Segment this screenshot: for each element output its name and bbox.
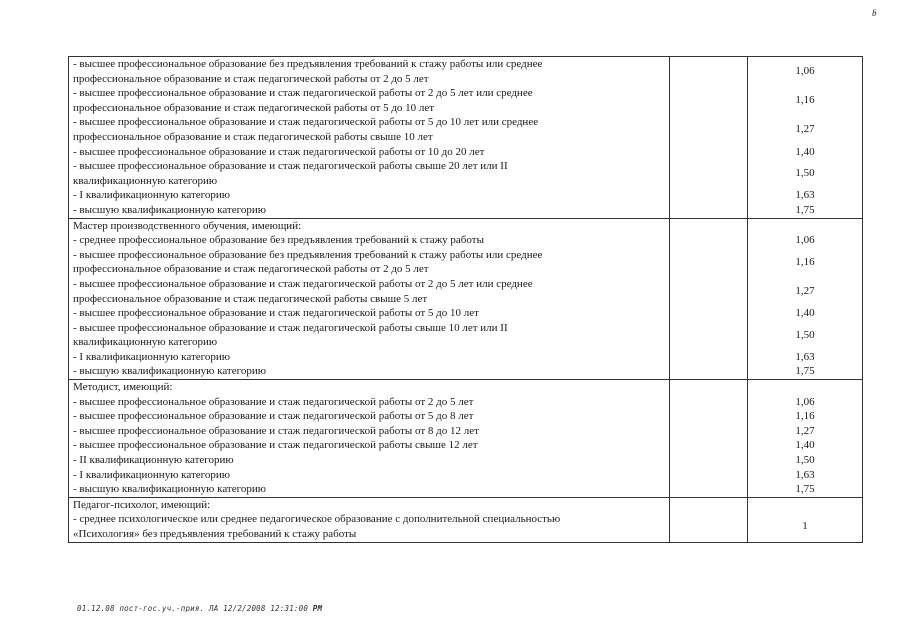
item-line: профессиональное образование и стаж педагогической работы от 2 до 5 лет bbox=[73, 263, 429, 276]
coefficient-value: 1,63 bbox=[795, 468, 815, 481]
item-line: - высшую квалификационную категорию bbox=[73, 483, 266, 496]
coefficient-value: 1,40 bbox=[795, 439, 815, 452]
coefficient-value: 1,06 bbox=[795, 234, 815, 247]
item-line: профессиональное образование и стаж педагогической работы свыше 10 лет bbox=[73, 130, 433, 143]
coefficient-value: 1,06 bbox=[795, 65, 815, 77]
item-line: - I квалификационную категорию bbox=[73, 468, 230, 481]
print-footer bbox=[77, 604, 322, 613]
heading-spacer bbox=[752, 380, 858, 395]
item-line: - высшее профессиональное образование и стаж педагогической работы от 10 до 20 лет bbox=[73, 145, 485, 158]
coefficient-value: 1,16 bbox=[795, 255, 815, 268]
heading-spacer bbox=[752, 219, 858, 234]
item-line: - высшее профессиональное образование и стаж педагогической работы от 5 до 8 лет bbox=[73, 410, 474, 423]
section-text-cell bbox=[69, 380, 670, 498]
item-line: профессиональное образование и стаж педагогической работы от 5 до 10 лет bbox=[73, 101, 435, 114]
table-section-row bbox=[69, 57, 863, 219]
coefficient-value: 1,40 bbox=[795, 145, 815, 158]
section-heading: Педагог-психолог, имеющий: bbox=[73, 498, 211, 511]
item-line: - I квалификационную категорию bbox=[73, 189, 230, 202]
coefficient-value: 1,06 bbox=[795, 395, 815, 408]
item-line: - высшее профессиональное образование и стаж педагогической работы свыше 10 лет или II bbox=[73, 321, 508, 334]
item-line: - I квалификационную категорию bbox=[73, 350, 230, 363]
empty-cell bbox=[670, 380, 748, 498]
coefficient-value: 1,50 bbox=[795, 454, 815, 467]
coefficient-value: 1,50 bbox=[795, 167, 815, 180]
table-section-row bbox=[69, 380, 863, 498]
empty-cell bbox=[670, 497, 748, 542]
item-line: - высшее профессиональное образование и стаж педагогической работы свыше 12 лет bbox=[73, 439, 478, 452]
footer-text: 01.12.08 пост-гос.уч.-прия. ЛА 12/2/2008 12:31:00 bbox=[77, 604, 309, 613]
item-line: - II квалификационную категорию bbox=[73, 454, 234, 467]
item-line: профессиональное образование и стаж педагогической работы свыше 5 лет bbox=[73, 292, 428, 305]
coefficient-value: 1,16 bbox=[795, 94, 815, 107]
coefficient-cell bbox=[748, 497, 863, 542]
item-line: - среднее психологическое или среднее педагогическое образование с дополнительной специальностью bbox=[73, 513, 561, 526]
footer-suffix: PM bbox=[312, 604, 323, 613]
item-line: - высшее профессиональное образование без предъявления требований к стажу работы или среднее bbox=[73, 248, 543, 261]
coefficient-value: 1,27 bbox=[795, 123, 815, 136]
item-line: - высшее профессиональное образование и стаж педагогической работы от 2 до 5 лет или среднее bbox=[73, 87, 533, 100]
item-line: - высшее профессиональное образование и стаж педагогической работы от 2 до 5 лет или среднее bbox=[73, 277, 533, 290]
coefficient-value: 1,63 bbox=[795, 350, 815, 363]
item-line: «Психология» без предъявления требований к стажу работы bbox=[73, 528, 357, 540]
item-line: - высшее профессиональное образование без предъявления требований к стажу работы или среднее bbox=[73, 58, 543, 70]
item-line: - высшее профессиональное образование и стаж педагогической работы от 5 до 10 лет или среднее bbox=[73, 116, 539, 129]
item-line: - высшее профессиональное образование и стаж педагогической работы от 8 до 12 лет bbox=[73, 424, 479, 437]
coefficient-cell bbox=[748, 218, 863, 380]
coefficient-table bbox=[68, 56, 863, 543]
item-line: квалификационную категорию bbox=[73, 174, 218, 187]
coefficient-cell bbox=[748, 57, 863, 219]
coefficient-value: 1,75 bbox=[795, 365, 815, 378]
coefficient-value: 1,75 bbox=[795, 483, 815, 496]
section-heading: Мастер производственного обучения, имеющий: bbox=[73, 219, 302, 232]
empty-cell bbox=[670, 57, 748, 219]
section-text-cell bbox=[69, 57, 670, 219]
item-line: - высшую квалификационную категорию bbox=[73, 365, 266, 378]
item-line: квалификационную категорию bbox=[73, 336, 218, 349]
item-line: - высшее профессиональное образование и стаж педагогической работы свыше 20 лет или II bbox=[73, 160, 508, 173]
section-text-cell bbox=[69, 497, 670, 542]
table-section-row bbox=[69, 497, 863, 542]
coefficient-value: 1,27 bbox=[795, 424, 815, 437]
coefficient-value: 1,50 bbox=[795, 328, 815, 341]
item-line: - среднее профессиональное образование без предъявления требований к стажу работы bbox=[73, 234, 484, 247]
item-line: - высшую квалификационную категорию bbox=[73, 203, 266, 216]
coefficient-value: 1,27 bbox=[795, 284, 815, 297]
page-corner-mark: ɓ bbox=[872, 8, 877, 18]
item-line: - высшее профессиональное образование и стаж педагогической работы от 5 до 10 лет bbox=[73, 307, 479, 320]
section-text-cell bbox=[69, 218, 670, 380]
heading-spacer bbox=[752, 498, 858, 513]
coefficient-value: 1,75 bbox=[795, 203, 815, 216]
table-section-row bbox=[69, 218, 863, 380]
coefficient-value: 1,16 bbox=[795, 410, 815, 423]
coefficient-cell bbox=[748, 380, 863, 498]
coefficient-value: 1,63 bbox=[795, 189, 815, 202]
item-line: профессиональное образование и стаж педагогической работы от 2 до 5 лет bbox=[73, 72, 429, 85]
coefficient-value: 1 bbox=[802, 520, 808, 533]
item-line: - высшее профессиональное образование и стаж педагогической работы от 2 до 5 лет bbox=[73, 395, 474, 408]
coefficient-value: 1,40 bbox=[795, 307, 815, 320]
empty-cell bbox=[670, 218, 748, 380]
section-heading: Методист, имеющий: bbox=[73, 381, 173, 394]
